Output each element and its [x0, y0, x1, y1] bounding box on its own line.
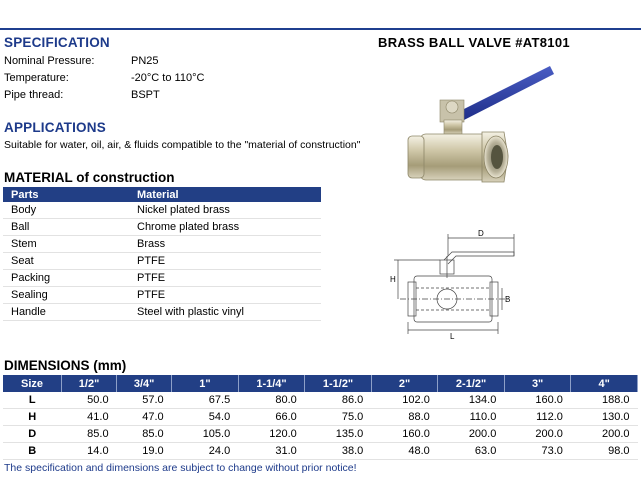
dim-cell: 75.0 [305, 409, 372, 426]
valve-dimension-drawing [386, 222, 526, 352]
table-row [3, 202, 321, 219]
part-name: Sealing [3, 287, 129, 304]
dim-cell: 85.0 [117, 426, 172, 443]
dim-cell: 67.5 [172, 392, 239, 409]
dim-cell: 86.0 [305, 392, 372, 409]
dim-cell: 102.0 [371, 392, 438, 409]
table-row [3, 443, 638, 460]
part-material: Nickel plated brass [129, 202, 321, 219]
table-row [3, 236, 321, 253]
dim-cell: 63.0 [438, 443, 505, 460]
dim-cell: 54.0 [172, 409, 239, 426]
valve-handle [458, 66, 554, 120]
dim-cell: 57.0 [117, 392, 172, 409]
dim-header-col: 2-1/2" [438, 375, 505, 392]
dim-cell: 112.0 [504, 409, 571, 426]
dim-cell: 120.0 [238, 426, 305, 443]
dim-header-col: 2" [371, 375, 438, 392]
material-header-row [3, 187, 321, 202]
dim-cell: 48.0 [371, 443, 438, 460]
product-title: BRASS BALL VALVE #AT8101 [378, 35, 570, 50]
dim-header-col: 3/4" [117, 375, 172, 392]
dim-cell: 47.0 [117, 409, 172, 426]
dim-label-h: H [390, 275, 396, 284]
table-row [3, 219, 321, 236]
part-name: Body [3, 202, 129, 219]
table-row [3, 287, 321, 304]
spec-label: Pipe thread: [4, 89, 64, 101]
dim-row-label: H [3, 409, 62, 426]
dim-cell: 134.0 [438, 392, 505, 409]
part-material: PTFE [129, 270, 321, 287]
dim-cell: 50.0 [62, 392, 117, 409]
valve-photo [400, 60, 580, 190]
table-row [3, 409, 638, 426]
table-row [3, 253, 321, 270]
part-material: PTFE [129, 253, 321, 270]
dim-cell: 188.0 [571, 392, 638, 409]
dim-cell: 98.0 [571, 443, 638, 460]
dim-cell: 160.0 [371, 426, 438, 443]
material-header-material: Material [129, 187, 321, 202]
spec-value: -20°C to 110°C [131, 72, 205, 84]
dim-cell: 66.0 [238, 409, 305, 426]
dim-cell: 200.0 [438, 426, 505, 443]
dim-header-col: 1/2" [62, 375, 117, 392]
material-title: MATERIAL of construction [4, 170, 175, 185]
dim-cell: 135.0 [305, 426, 372, 443]
dimensions-header-row [3, 375, 638, 392]
part-material: PTFE [129, 287, 321, 304]
spec-label: Temperature: [4, 72, 69, 84]
dim-header-col: 4" [571, 375, 638, 392]
dim-cell: 73.0 [504, 443, 571, 460]
dim-cell: 41.0 [62, 409, 117, 426]
dim-cell: 130.0 [571, 409, 638, 426]
material-header-parts: Parts [3, 187, 129, 202]
part-name: Handle [3, 304, 129, 321]
dim-cell: 31.0 [238, 443, 305, 460]
dim-cell: 38.0 [305, 443, 372, 460]
dim-label-d: D [478, 229, 484, 238]
table-row [3, 270, 321, 287]
dim-cell: 200.0 [571, 426, 638, 443]
spec-value: PN25 [131, 55, 159, 67]
dim-header-col: 1-1/2" [305, 375, 372, 392]
dim-cell: 80.0 [238, 392, 305, 409]
part-name: Stem [3, 236, 129, 253]
specification-title: SPECIFICATION [4, 35, 110, 50]
dimensions-title: DIMENSIONS (mm) [4, 358, 127, 373]
dim-cell: 105.0 [172, 426, 239, 443]
spec-value: BSPT [131, 89, 160, 101]
top-divider [0, 28, 641, 30]
spec-label: Nominal Pressure: [4, 55, 95, 67]
table-row [3, 426, 638, 443]
dim-label-b: B [505, 295, 511, 304]
dim-header-col: 3" [504, 375, 571, 392]
dim-header-size: Size [3, 375, 62, 392]
dim-row-label: B [3, 443, 62, 460]
dim-cell: 24.0 [172, 443, 239, 460]
part-name: Seat [3, 253, 129, 270]
material-table [3, 187, 321, 321]
dim-label-l: L [450, 332, 455, 341]
dim-cell: 19.0 [117, 443, 172, 460]
part-material: Chrome plated brass [129, 219, 321, 236]
dim-row-label: L [3, 392, 62, 409]
dim-header-col: 1-1/4" [238, 375, 305, 392]
dim-cell: 14.0 [62, 443, 117, 460]
part-material: Steel with plastic vinyl [129, 304, 321, 321]
dim-cell: 110.0 [438, 409, 505, 426]
applications-text: Suitable for water, oil, air, & fluids compatible to the "material of construction" [4, 139, 361, 151]
part-name: Ball [3, 219, 129, 236]
dim-cell: 160.0 [504, 392, 571, 409]
dim-header-col: 1" [172, 375, 239, 392]
dim-cell: 85.0 [62, 426, 117, 443]
dimensions-table [3, 375, 638, 460]
applications-title: APPLICATIONS [4, 120, 106, 135]
part-material: Brass [129, 236, 321, 253]
table-row [3, 304, 321, 321]
part-name: Packing [3, 270, 129, 287]
dim-cell: 88.0 [371, 409, 438, 426]
dim-cell: 200.0 [504, 426, 571, 443]
table-row [3, 392, 638, 409]
dim-row-label: D [3, 426, 62, 443]
change-notice: The specification and dimensions are subject to change without prior notice! [4, 462, 357, 474]
